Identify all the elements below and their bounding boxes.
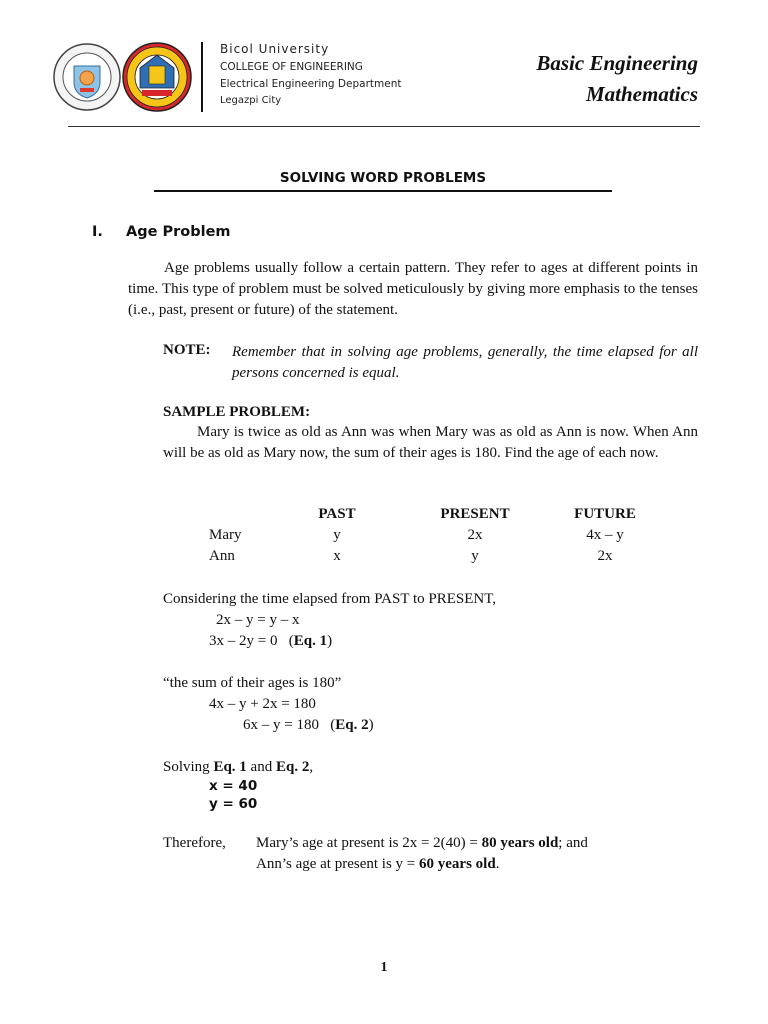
note-label: NOTE: — [163, 342, 211, 358]
header-rule — [68, 126, 700, 127]
title-underline — [154, 190, 612, 192]
eq1-close: ) — [327, 633, 333, 649]
solving-pre: Solving — [163, 759, 214, 775]
equation-d — [243, 715, 374, 736]
equation-b-text: 3x – 2y = 0 — [209, 633, 278, 649]
table-cell: x — [333, 548, 341, 564]
ann-age-result: 60 years old — [419, 856, 496, 872]
table-row-name: Ann — [209, 548, 235, 564]
sample-problem-text — [163, 422, 698, 464]
conclusion-line-2 — [256, 854, 499, 875]
conclusion-line-2-post: . — [495, 856, 500, 872]
table-header-future: FUTURE — [574, 506, 636, 522]
conclusion-line-1-post: ; and — [558, 835, 588, 851]
y-result: y = 60 — [209, 796, 258, 812]
page-number: 1 — [380, 960, 388, 975]
eq1-open: ( — [288, 633, 294, 649]
bicol-university-seal — [54, 44, 120, 110]
header-logos — [52, 40, 202, 115]
equation-c: 4x – y + 2x = 180 — [209, 696, 316, 712]
table-cell: 2x — [597, 548, 613, 564]
eq1-label: Eq. 1 — [293, 633, 328, 649]
section-number: I. — [92, 224, 103, 240]
course-title — [536, 48, 698, 110]
mary-age-result: 80 years old — [481, 835, 559, 851]
quote-line: “the sum of their ages is 180” — [163, 675, 342, 691]
table-cell: y — [471, 548, 479, 564]
solving-eq1: Eq. 1 — [213, 759, 247, 775]
course-title-line1: Basic Engineering — [536, 51, 698, 75]
eq2-close: ) — [368, 717, 374, 733]
sample-problem-body: Mary is twice as old as Ann was when Mary was as old as Ann is now. When Ann will be as old as Mary now, the sum of their ages is 180. Find the age of each now. — [163, 424, 698, 461]
intro-text: Age problems usually follow a certain pattern. They refer to ages at different points in time. This type of problem must be solved meticulously by giving more emphasis to the tenses (i.e., past, present or future) of the statement. — [128, 260, 698, 318]
table-cell: 2x — [467, 527, 483, 543]
college-name: COLLEGE OF ENGINEERING — [220, 61, 363, 73]
x-result: x = 40 — [209, 778, 258, 794]
intro-paragraph — [128, 258, 698, 321]
sample-problem-label: SAMPLE PROBLEM: — [163, 404, 311, 420]
university-seals — [52, 40, 202, 115]
equation-a: 2x – y = y – x — [216, 612, 300, 628]
note-text: Remember that in solving age problems, generally, the time elapsed for all persons concerned is equal. — [232, 344, 698, 381]
conclusion-line-1-pre: Mary’s age at present is 2x = 2(40) = — [256, 835, 482, 851]
equation-b — [209, 631, 332, 652]
university-name: Bicol University — [220, 42, 330, 56]
college-of-engineering-seal — [123, 43, 191, 111]
eq2-open: ( — [330, 717, 336, 733]
table-row-name: Mary — [209, 527, 242, 543]
department-name: Electrical Engineering Department — [220, 78, 402, 90]
solving-eq2: Eq. 2 — [275, 759, 310, 775]
header-divider — [201, 42, 203, 112]
eq2-label: Eq. 2 — [335, 717, 369, 733]
table-cell: 4x – y — [586, 527, 624, 543]
considering-line: Considering the time elapsed from PAST to PRESENT, — [163, 591, 497, 607]
solving-post: , — [309, 759, 314, 775]
therefore-label: Therefore, — [163, 835, 226, 851]
conclusion-line-1 — [256, 833, 588, 854]
section-title: Age Problem — [126, 224, 231, 240]
course-title-line2: Mathematics — [585, 82, 698, 106]
document-title: SOLVING WORD PROBLEMS — [279, 170, 487, 186]
solving-line — [163, 757, 313, 778]
table-header-past: PAST — [318, 506, 356, 522]
table-cell: y — [333, 527, 341, 543]
conclusion-line-2-pre: Ann’s age at present is y = — [256, 856, 420, 872]
city-name: Legazpi City — [220, 95, 282, 106]
equation-d-text: 6x – y = 180 — [243, 717, 319, 733]
solving-and: and — [246, 759, 276, 775]
table-header-present: PRESENT — [440, 506, 510, 522]
